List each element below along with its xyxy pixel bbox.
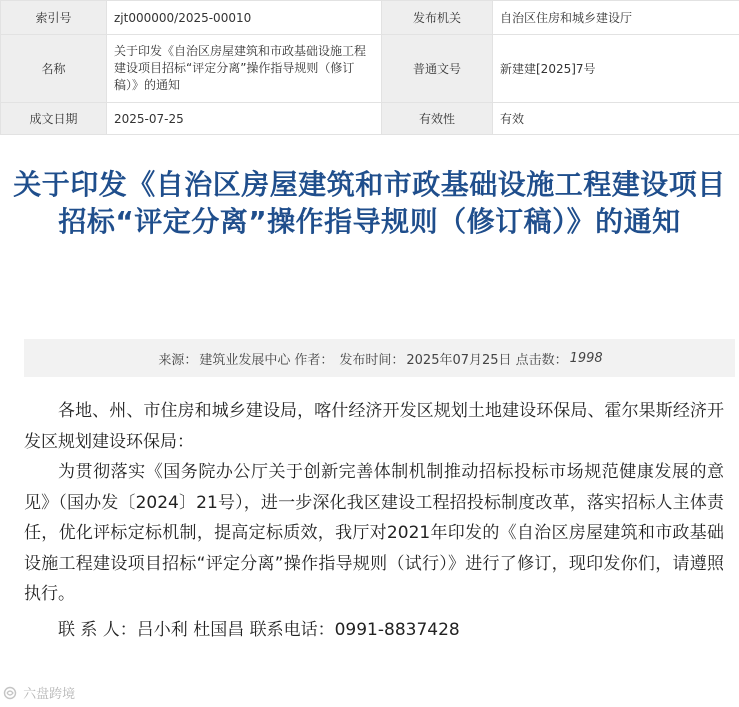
publisher-label: 发布机关	[382, 1, 493, 35]
source-value: 建筑业发展中心	[199, 352, 291, 368]
watermark-logo-icon	[3, 686, 19, 700]
validity-value: 有效	[493, 103, 739, 135]
author-label: 作者：	[294, 352, 334, 368]
date-label: 成文日期	[1, 103, 107, 135]
time-value: 2025年07月25日	[406, 352, 512, 368]
watermark-text: 六盘跨境	[23, 687, 76, 702]
article-info-bar	[24, 339, 735, 377]
article-title: 关于印发《自治区房屋建筑和市政基础设施工程建设项目招标“评定分离”操作指导规则（修订稿）》的通知	[13, 168, 726, 238]
docno-label: 普通文号	[382, 35, 493, 103]
document-meta-table	[0, 0, 739, 135]
views-label: 点击数：	[515, 352, 568, 368]
contact-line: 联 系 人：吕小利 杜国昌 联系电话：0991-8837428	[58, 619, 460, 640]
validity-label: 有效性	[382, 103, 493, 135]
body-paragraph: 为贯彻落实《国务院办公厅关于创新完善体制机制推动招标投标市场规范健康发展的意见》（国办发〔2024〕21号），进一步深化我区建设工程招投标制度改革，落实招标人主体责任，优化评标定标机制，提高定标质效，我厅对2021年印发的《自治区房屋建筑和市政基础设施工程建设项目招标“评定分离”操作指导规则（试行）》进行了修订，现印发你们，请遵照执行。	[24, 462, 724, 604]
watermark	[3, 683, 75, 702]
views-value: 1998	[569, 350, 603, 366]
name-value: 关于印发《自治区房屋建筑和市政基础设施工程建设项目招标“评定分离”操作指导规则（修订稿）》的通知	[107, 35, 382, 103]
publisher-value: 自治区住房和城乡建设厅	[493, 1, 739, 35]
index-value: zjt000000/2025-00010	[107, 1, 382, 35]
index-label: 索引号	[1, 1, 107, 35]
source-label: 来源：	[158, 352, 198, 368]
time-label: 发布时间：	[339, 352, 405, 368]
salutation-paragraph: 各地、州、市住房和城乡建设局，喀什经济开发区规划土地建设环保局、霍尔果斯经济开发区规划建设环保局：	[24, 401, 724, 452]
article-body	[24, 396, 724, 645]
docno-value: 新建建[2025]7号	[493, 35, 739, 103]
date-value: 2025-07-25	[107, 103, 382, 135]
name-label: 名称	[1, 35, 107, 103]
